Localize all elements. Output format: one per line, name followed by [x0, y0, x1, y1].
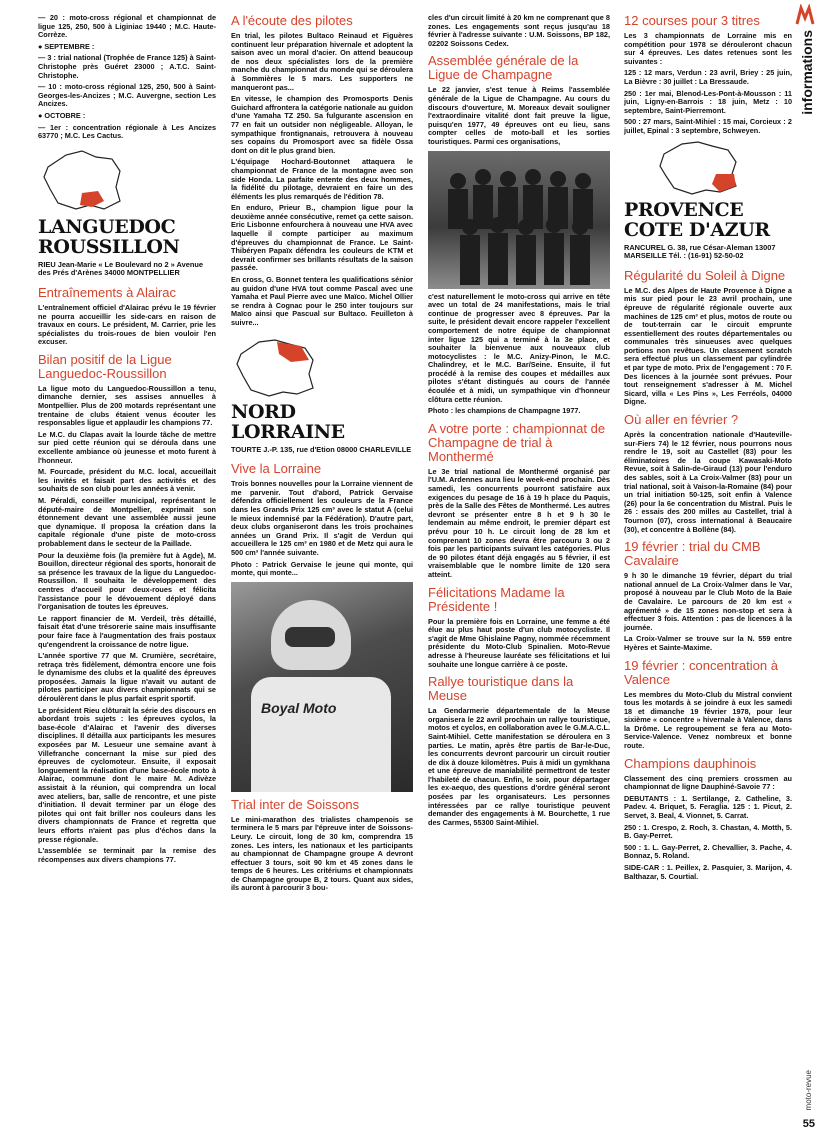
paragraph: — 10 : moto-cross régional 125, 250, 500 à Saint-Georges-les-Ancizes ; M.C. Auvergne, section Les Ancizes.	[38, 82, 216, 109]
paragraph: 250 : 1er mai, Blenod-Les-Pont-à-Mousson : 11 juin, Ligny-en-Barrois : 18 juin, Metz : 10 septembre, Saint-Pierremont.	[624, 88, 792, 115]
month-heading: ● SEPTEMBRE :	[38, 41, 95, 51]
side-strip	[795, 0, 821, 1148]
magazine-name: moto-revue	[804, 1069, 813, 1110]
photo-caption: Photo : les champions de Champagne 1977.	[428, 406, 581, 416]
paragraph: En trial, les pilotes Bultaco Reinaud et Figuères continuent leur préparation hivernale et adoptent la saison avec un moral d'acier. On attend beaucoup de nos deux spécialistes lors de la première manche du championnat du monde qui se déroulera à Sommières le 5 mars. Les supporters ne manqueront pas...	[231, 31, 413, 92]
paragraph: cles d'un circuit limité à 20 km ne comprenant que 8 zones. Les engagements sont reçus jusqu'au 18 février à l'adresse suivante : U.M. Soissons, BP 182, 02202 Soissons Cedex.	[428, 13, 610, 48]
paragraph: 500 : 1. L. Gay-Perret, 2. Chevallier, 3. Pache, 4. Bonnaz, 5. Roland.	[624, 842, 792, 861]
article-heading: 19 février : concentration à Valence	[624, 657, 778, 687]
section-label: informations	[799, 30, 815, 115]
paragraph: En vitesse, le champion des Promosports Denis Guichard affrontera la catégorie nationale au guidon d'une Yamaha TZ 250. Sa fulgurante ascension en 77 en fait un outsider non négligeable. Alloyan, le sympathique frontignanais, retrouvera à nouveau ses copains du Promosport avec sa fidèle Ossa dont on dit le plus grand bien.	[231, 94, 413, 155]
article-heading: Trial inter de Soissons	[231, 796, 360, 812]
article-heading: Champions dauphinois	[624, 755, 757, 771]
paragraph: Le président Rieu clôturait la série des discours en abordant trois sujets : les épreuves cyclos, la base-école d'Alairac et l'avenir des diverses disciplines. Il détailla aux participants les mesures exposées par M. Lesueur une semaine avant à Villefranche concernant la mise sur pied des épreuves de cyclomoteur. Ensuite, il exposait longuement la réalisation d'une base-école moto à Alairac, commune dont le maire M. Adivèze assistait à la réunion, qui comprendra un local avec ateliers, bar, salle de rencontre, et une piste d'initiation. Il devait terminer par un éloge des pilotes qui ont fait briller nos couleurs dans les divers championnats de France et regretta que leurs efforts n'aient pas plus d'échos dans la presse régionale.	[38, 705, 216, 844]
paragraph: c'est naturellement le moto-cross qui arrive en tête avec un total de 24 manifestations, mais le trial continue de progresser avec 8 épreuves. Par la suite, le président devait encore rappeler l'excellent comportement de notre équipe de championnat inter ligue 125 qui a terminé à la 3e place, et souhaiter la bienvenue aux nouveaux club motocyclistes : le M.C. Anizy-Pinon, le M.C. Chalindrey, et le M.C. Bar/Seine. Ensuite, il fut procédé à la remise des coupes et médailles aux pilotes s'étant distingués au cours de l'année écoulée et à midi, un sympathique vin d'honneur clôtura cette réunion.	[428, 291, 610, 404]
paragraph: Après la concentration nationale d'Hauteville-sur-Fiers 74) le 12 février, nous pourrons nous rendre le 19, soit au Castellet (83) pour les éliminatoires de la coupe Kawasaki-Moto Revue, soit à Salin-de-Giraud (13) pour l'enduro des sables, soit à La Croix-Valmer (83) pour un trial national, soit à Vaison-la-Romaine (84) pour un trial initiation 50-125, soit enfin à Valence (26) pour la 6e concentration du Mistral. Puis le 26 : essais des 200 milles au Castellet, trial à Tournon (07), cross international à Beaucaire (30), et concentre à Bollène (84).	[624, 430, 792, 534]
goggles-shape	[285, 627, 335, 647]
article-heading: Assemblée générale de la Ligue de Champagne	[428, 53, 579, 83]
paragraph: Le 3e trial national de Monthermé organisé par l'U.M. Ardennes aura lieu le week-end prochain. Dès samedi, les concurrents pourront satisfaire aux exigences du pesage de 16 à 19 h place du Paquis, près de la Salle des Fêtes de Monthermé. Les autres devront se présenter entre 8 h et 9 h 30 le lendemain au même endroit, le premier départ est prévu pour 10 h. Le circuit long de 28 km et comprenant 10 zones devra être parcouru 3 ou 2 fois par les participants suivant les catégories. Plus de 90 pilotes étant déjà engagés au 5 février, il est vraisemblable que le nombre limite de 120 sera atteint.	[428, 466, 610, 579]
jersey-shape	[251, 677, 391, 792]
article-heading: 19 février : trial du CMB Cavalaire	[624, 539, 761, 569]
paragraph: Trois bonnes nouvelles pour la Lorraine viennent de me parvenir. Tout d'abord, Patrick Gervaise défendra officiellement les couleurs de la France dans les Grands Prix 125 cm³ avec le statut A (celui le mieux indemnisé par la Fédération). D'autre part, deux clubs organiseront dans les trois prochaines années un Grand Prix. Il s'agit de Verdun qui accueillera le 125 cm³ en 1980 et de Metz qui aura le 500 cm³ l'année suivante.	[231, 479, 413, 557]
rider-photo	[231, 582, 413, 792]
paragraph: Pour la deuxième fois (la première fut à Agde), M. Bouillon, directeur régional des sports, honorait de sa présence les travaux de la ligue du Languedoc-Roussillon. Il souhaita le développement des centres d'accueil pour deux-roues et félicita l'assistance pour le dévouement déployé dans l'organisation de toutes les épreuves.	[38, 550, 216, 612]
page-number: 55	[802, 1118, 815, 1130]
region-title: LANGUEDOC ROUSSILLON	[38, 215, 180, 258]
paragraph: — 3 : trial national (Trophée de France 125) à Saint-Christophe près Guéret 23000 ; A.T.C. Saint-Christophe.	[38, 53, 216, 80]
paragraph: La ligue moto du Languedoc-Roussillon a tenu, dimanche dernier, ses assises annuelles à Montpellier. Plus de 200 motards représentant une trentaine de clubs étaient venus écouter les responsables ligue et applaudir les champions 77.	[38, 383, 216, 428]
region-address: TOURTE J.-P. 135, rue d'Etion 08000 CHARLEVILLE	[231, 444, 412, 454]
paragraph: — 20 : moto-cross régional et championnat de ligue 125, 250, 500 à Liginiac 19440 ; M.C. Haute-Corrèze.	[38, 13, 216, 40]
france-map-icon	[231, 336, 413, 398]
paragraph: En cross, G. Bonnet tentera les qualifications sénior au guidon d'une HVA tout comme Pascal avec une Yamaha et Paul Pierre avec une Maïco. Michel Ollier se rendra à Cognac pour le 250 inter toujours sur Maïco ainsi que Pascual sur Bultaco. Feuilleton à suivre...	[231, 275, 413, 327]
article-heading: Entraînements à Alairac	[38, 284, 177, 300]
paragraph: 250 : 1. Crespo, 2. Roch, 3. Chastan, 4. Motth, 5. B. Gay-Perret.	[624, 822, 792, 841]
paragraph: Classement des cinq premiers crossmen au championnat de ligne Dauphiné-Savoie 77 :	[624, 773, 792, 792]
article-heading: Vive la Lorraine	[231, 461, 322, 477]
champions-group-photo	[428, 151, 610, 289]
paragraph: 125 : 12 mars, Verdun : 23 avril, Briey : 25 juin, La Bièvre : 30 juillet : La Bressaude.	[624, 68, 792, 86]
paragraph: M. Péraldi, conseiller municipal, représentant le député-maire de Montpellier, exprimait son étonnement devant une assemblée aussi jeune que dynamique. Il proposa la création dans la capitale régionale d'une piste de moto-cross probablement dans le secteur de la Paillade.	[38, 496, 216, 548]
paragraph: Le M.C. du Clapas avait la lourde tâche de mettre sur pied cette réunion qui se déroula dans une excellente ambiance où jeunesse et moto furent à l'honneur.	[38, 429, 216, 465]
article-heading: Rallye touristique dans la Meuse	[428, 674, 574, 704]
paragraph: 9 h 30 le dimanche 19 février, départ du trial national annuel de La Croix-Valmer dans le Var, proposé à nouveau par le Club Moto de la Baie de Cavalaire. Le parcours de 20 km est « agrémenté » de 15 zones non-stop et sera à effectuer 3 fois. Attention : pas de licences à la journée.	[624, 571, 792, 632]
paragraph: Pour la première fois en Lorraine, une femme a été élue au plus haut poste d'un club motocycliste. Il s'agit de Mme Ghislaine Pagny, nommée récemment présidente du Moto-Club Spinalien. Moto-Revue adresse à l'heureuse lauréate ses félicitations et lui souhaite une longue carrière à ce poste.	[428, 616, 610, 669]
column-3	[428, 14, 610, 830]
paragraph: En enduro, Prieur B., champion ligue pour la deuxième année consécutive, remet ça cette saison. Eric Lisbonne enfourchera à nouveau une HVA avec laquelle il compte participer au maximum d'épreuves du championnat de France. Le Saint-Thibéryen Papaïx défendra les couleurs de KTM et devrait confirmer ses brillants résultats de la saison passée.	[231, 203, 413, 273]
paragraph: M. Fourcade, président du M.C. local, accueillait les invités et faisait part des activités et des souhaits de son club pour les années à venir.	[38, 467, 216, 494]
article-heading: 12 courses pour 3 titres	[624, 13, 760, 28]
region-address: RIEU Jean-Marie « Le Boulevard no 2 » Avenue des Prés d'Arènes 34000 MONTPELLIER	[38, 259, 203, 278]
paragraph: Le mini-marathon des trialistes champenois se terminera le 5 mars par l'épreuve inter de Soissons-Leury. Le circuit, long de 30 km, comprendra 15 zones. Les inters, les nationaux et les participants au championnat de Champagne groupe A devront effectuer 3 tours, soit 90 km et 45 zones dans le temps de 6 heures. Les critériums et championnats de Champagne groupe B, 2 tours. Quant aux sides, ils auront à parcourir 3 bou-	[231, 814, 413, 893]
article-heading: Bilan positif de la Ligue Languedoc-Roussillon	[38, 351, 172, 381]
moto-revue-logo-icon	[795, 4, 819, 28]
region-address: RANCUREL G. 38, rue César-Aleman 13007 MARSEILLE Tél. : (16-91) 52-50-02	[624, 242, 776, 261]
paragraph: La Gendarmerie départementale de la Meuse organisera le 22 avril prochain un rallye touristique, motos et cyclos, en collaboration avec le G.M.A.C.L. Saint-Mihiel. Cette manifestation se déroulera en 3 parties. Le matin, après être partis de Bar-le-Duc, les concurrents devront parcourir un circuit routier de dix à douze kilomètres. Puis à midi un gymkhana et une épreuve de maniabilité permettront de tester l'habileté de chacun. Enfin, le soir, pour départager les ex-aequo, des questions d'ordre général seront posées par les organisateurs. Les personnes intéressées par ce rallye touristique peuvent demander des engagements à M. Bourchette, 1 rue des Carmes, 55300 Saint-Mihiel.	[428, 706, 610, 827]
paragraph: SIDE-CAR : 1. Peillex, 2. Pasquier, 3. Marijon, 4. Balthazar, 5. Courtial.	[624, 863, 792, 881]
photo-caption: Photo : Patrick Gervaise le jeune qui monte, qui monte, qui monte...	[231, 559, 413, 578]
column-2	[231, 14, 413, 896]
paragraph: La Croix-Valmer se trouve sur la N. 559 entre Hyères et Sainte-Maxime.	[624, 634, 792, 652]
article-heading: A l'écoute des pilotes	[231, 13, 353, 28]
paragraph: L'équipage Hochard-Boutonnet attaquera le championnat de France de la montagne avec son side Honda. La parfaite entente des deux hommes, la fidélité du pilotage, devraient en faire un des éléments les plus remarqués de l'édition 78.	[231, 157, 413, 201]
paragraph: DEBUTANTS : 1. Sertilange, 2. Catheline, 3. Padev. 4. Briquet, 5. Feraglia. 125 : 1. Picut, 2. Servet, 3. Beal, 4. Vionnet, 5. Carrat.	[624, 793, 792, 821]
region-title: PROVENCE COTE D'AZUR	[624, 198, 770, 241]
column-4	[624, 14, 792, 884]
article-heading: Où aller en février ?	[624, 412, 739, 428]
article-heading: Régularité du Soleil à Digne	[624, 267, 786, 283]
month-heading: ● OCTOBRE :	[38, 110, 86, 120]
paragraph: — 1er : concentration régionale à Les Ancizes 63770 ; M.C. Les Cactus.	[38, 122, 216, 141]
paragraph: Le M.C. des Alpes de Haute Provence à Digne a mis sur pied pour le 23 avril prochain, une épreuve de régularité régionale ouverte aux machines de 125 cm³ et plus, motos de route ou de tout-terrain car le circuit emprunte essentiellement des routes départementales ou communales très sinueuses avec quelques portions non revêtues. Un classement scratch sera effectué plus un classement par cylindrée et par type de moto. Prix de l'engagement : 70 F. Des licences à la journée sont prévues. Pour tout renseignement s'adresser à M. Michel Sicard, villa « Les Pins », Les Ferréols, 04000 Digne.	[624, 285, 792, 407]
paragraph: Le rapport financier de M. Verdeil, très détaillé, faisait état d'une trésorerie saine mais insuffisante pour faire face à l'augmentation des frais postaux qu'engendrent la croissance de notre ligue.	[38, 613, 216, 649]
article-heading: A votre porte : championnat de Champagne de trial à Monthermé	[428, 420, 606, 464]
paragraph: Les membres du Moto-Club du Mistral convient tous les motards à se joindre à eux les samedi 18 et dimanche 19 février 1978, pour leur sixième « concentre » hivernale à Valence, dans la Drôme. Le regroupement se fera au Moto-Service-Valence. Venez nombreux et bonne route.	[624, 689, 792, 751]
paragraph: L'année sportive 77 que M. Crumière, secrétaire, retraça très fidèlement, démontra encore une fois le dynamisme des clubs et la qualité des épreuves proposées. Jamais la ligue n'avait vu autant de pilotes participer aux divers championnats qui se déroulèrent dans le plus parfait esprit sportif.	[38, 651, 216, 704]
jersey-sponsor: Boyal Moto	[261, 699, 337, 716]
region-title: NORD LORRAINE	[231, 400, 345, 443]
paragraph: Le 22 janvier, s'est tenue à Reims l'assemblée générale de la Ligue de Champagne. Au cours du discours d'ouverture, M. Moreaux devait souligner l'extraordinaire vitalité dont fait preuve la ligue, puisqu'en 1977, 49 épreuves ont eu lieu, sans compter celles de moto-ball et les sorties touristiques. Parmi ces organisations,	[428, 85, 610, 146]
paragraph: L'entraînement officiel d'Alairac prévu le 19 février ne pourra accueillir les side-cars en raison de travaux en cours. Le président, M. Carrier, prie les spécialistes du trois-roues de bien vouloir l'en excuser.	[38, 302, 216, 347]
paragraph: L'assemblée se terminait par la remise des récompenses aux divers champions 77.	[38, 846, 216, 864]
article-heading: Félicitations Madame la Présidente !	[428, 584, 565, 614]
paragraph: 500 : 27 mars, Saint-Mihiel : 15 mai, Corcieux : 2 juillet, Epinal : 3 septembre, Schweyen.	[624, 117, 792, 135]
paragraph: Les 3 championnats de Lorraine mis en compétition pour 1978 se dérouleront chacun sur 4 épreuves. Les dates retenues sont les suivantes :	[624, 31, 792, 66]
france-map-icon	[38, 147, 216, 213]
column-1	[38, 14, 216, 867]
france-map-icon	[624, 140, 792, 196]
